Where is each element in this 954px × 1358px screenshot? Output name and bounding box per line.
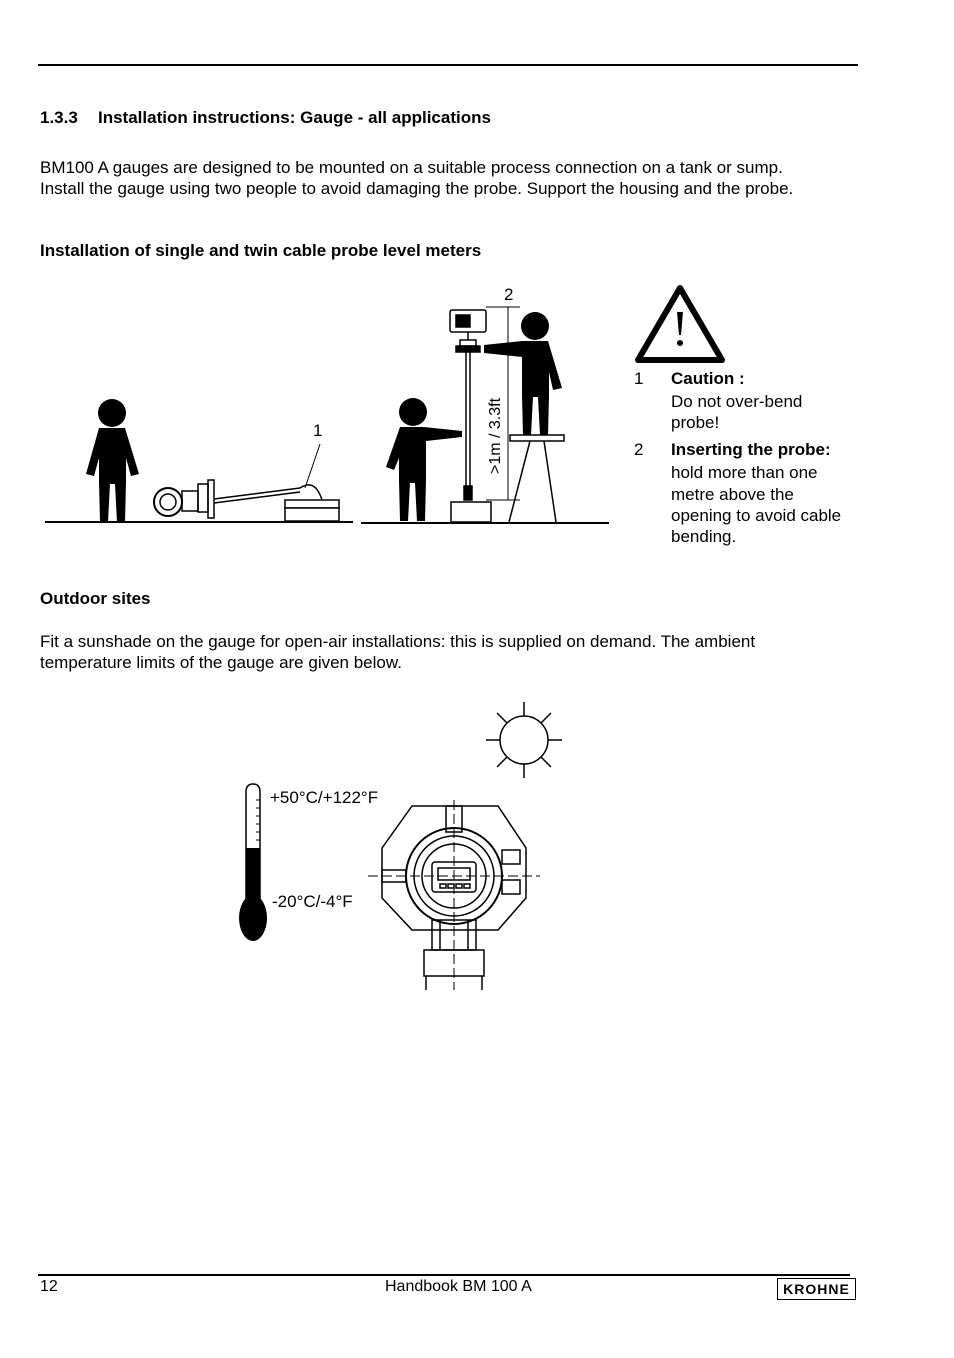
callout-1: 1: [313, 421, 323, 440]
note-2-title: Inserting the probe:: [671, 440, 831, 459]
note-1-title: Caution :: [671, 369, 745, 388]
krohne-logo: [777, 1278, 856, 1300]
section-title: Installation instructions: Gauge - all applications: [98, 108, 491, 127]
intro-line-1: BM100 A gauges are designed to be mounted on a suitable process connection on a tank or sump.: [40, 158, 783, 177]
temp-high-label: +50°C/+122°F: [270, 788, 379, 807]
note-2-number: 2: [634, 440, 644, 459]
temp-low-label: -20°C/-4°F: [272, 892, 353, 911]
krohne-logo-text: KROHNE: [783, 1281, 850, 1297]
thermometer-icon: [239, 784, 267, 941]
outdoor-line-1: Fit a sunshade on the gauge for open-air installations: this is supplied on demand. The ambient: [40, 632, 756, 651]
note-2-line-4: bending.: [671, 527, 737, 546]
sun-icon: [486, 702, 562, 778]
note-1-number: 1: [634, 369, 644, 388]
gauge-housing-front: [368, 800, 540, 990]
subsection-title-outdoor: Outdoor sites: [40, 589, 151, 608]
footer-title: Handbook BM 100 A: [385, 1278, 532, 1295]
intro-line-2: Install the gauge using two people to avoid damaging the probe. Support the housing and the probe.: [40, 179, 794, 198]
note-1-line-1: Do not over-bend: [671, 392, 803, 411]
note-2-line-3: opening to avoid cable: [671, 506, 842, 525]
subsection-title-cable-probe: Installation of single and twin cable probe level meters: [40, 241, 482, 260]
dimension-label: >1m / 3.3ft: [487, 397, 504, 474]
callout-2: 2: [504, 285, 514, 304]
outdoor-line-2: temperature limits of the gauge are given below.: [40, 653, 402, 672]
section-number: 1.3.3: [40, 108, 78, 127]
note-2-line-2: metre above the: [671, 485, 794, 504]
footer-rule: [38, 1274, 850, 1276]
note-2-line-1: hold more than one: [671, 463, 818, 482]
page-number: 12: [40, 1278, 58, 1295]
note-1-line-2: probe!: [671, 413, 720, 432]
